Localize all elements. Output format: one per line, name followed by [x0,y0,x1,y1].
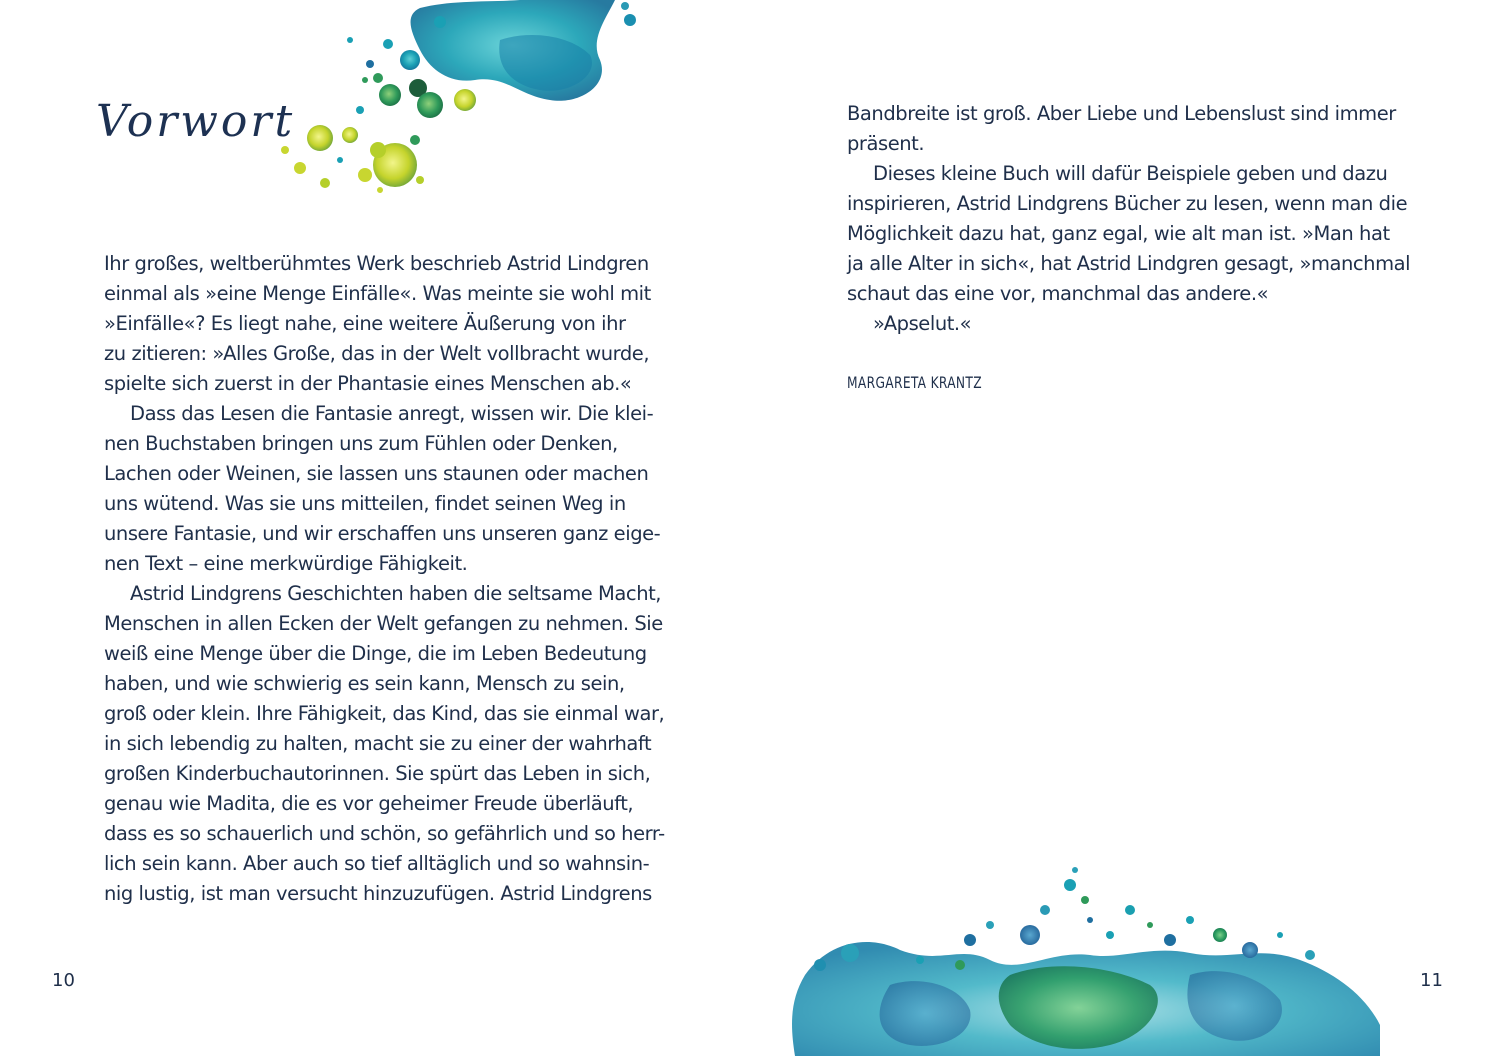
text-line: dass es so schauerlich und schön, so gefährlich und so herr- [104,822,665,845]
text-line: zu zitieren: »Alles Große, das in der Welt vollbracht wurde, [104,342,650,365]
text-line: Dass das Lesen die Fantasie anregt, wissen wir. Die klei- [130,402,654,425]
text-line: Bandbreite ist groß. Aber Liebe und Lebenslust sind immer [847,102,1396,125]
page-number-left: 10 [52,970,75,991]
text-line: nen Buchstaben bringen uns zum Fühlen oder Denken, [104,432,618,455]
left-page-body [104,249,664,909]
text-line: Astrid Lindgrens Geschichten haben die seltsame Macht, [130,582,662,605]
text-line: uns wütend. Was sie uns mitteilen, findet seinen Weg in [104,492,626,515]
right-page [750,0,1500,1056]
text-line: Dieses kleine Buch will dafür Beispiele geben und dazu [873,162,1388,185]
text-line: »Einfälle«? Es liegt nahe, eine weitere Äußerung von ihr [104,312,626,335]
author-name: MARGARETA KRANTZ [847,373,982,392]
watercolor-splash-top [270,0,660,200]
text-line: ja alle Alter in sich«, hat Astrid Lindgren gesagt, »manchmal [847,252,1411,275]
text-line: Möglichkeit dazu hat, ganz egal, wie alt man ist. »Man hat [847,222,1390,245]
text-line: Menschen in allen Ecken der Welt gefangen zu nehmen. Sie [104,612,663,635]
text-line: Ihr großes, weltberühmtes Werk beschrieb Astrid Lindgren [104,252,649,275]
text-line: spielte sich zuerst in der Phantasie eines Menschen ab.« [104,372,632,395]
text-line: lich sein kann. Aber auch so tief alltäglich und so wahnsin- [104,852,650,875]
text-line: Lachen oder Weinen, sie lassen uns staunen oder machen [104,462,649,485]
text-line: schaut das eine vor, manchmal das andere.« [847,282,1269,305]
text-line: einmal als »eine Menge Einfälle«. Was meinte sie wohl mit [104,282,651,305]
text-line: unsere Fantasie, und wir erschaffen uns unseren ganz eige- [104,522,661,545]
page-number-right: 11 [1420,970,1443,991]
text-line: nen Text – eine merkwürdige Fähigkeit. [104,552,468,575]
right-page-body [847,99,1411,339]
chapter-title: Vorwort [96,96,296,147]
text-line: genau wie Madita, die es vor geheimer Freude überläuft, [104,792,634,815]
text-line: »Apselut.« [873,312,972,335]
text-line: haben, und wie schwierig es sein kann, Mensch zu sein, [104,672,625,695]
text-line: weiß eine Menge über die Dinge, die im Leben Bedeutung [104,642,647,665]
text-line: präsent. [847,132,925,155]
text-line: inspirieren, Astrid Lindgrens Bücher zu lesen, wenn man die [847,192,1408,215]
text-line: in sich lebendig zu halten, macht sie zu einer der wahrhaft [104,732,652,755]
text-line: großen Kinderbuchautorinnen. Sie spürt das Leben in sich, [104,762,651,785]
text-line: groß oder klein. Ihre Fähigkeit, das Kind, das sie einmal war, [104,702,665,725]
watercolor-splash-bottom [790,865,1390,1056]
text-line: nig lustig, ist man versucht hinzuzufügen. Astrid Lindgrens [104,882,652,905]
